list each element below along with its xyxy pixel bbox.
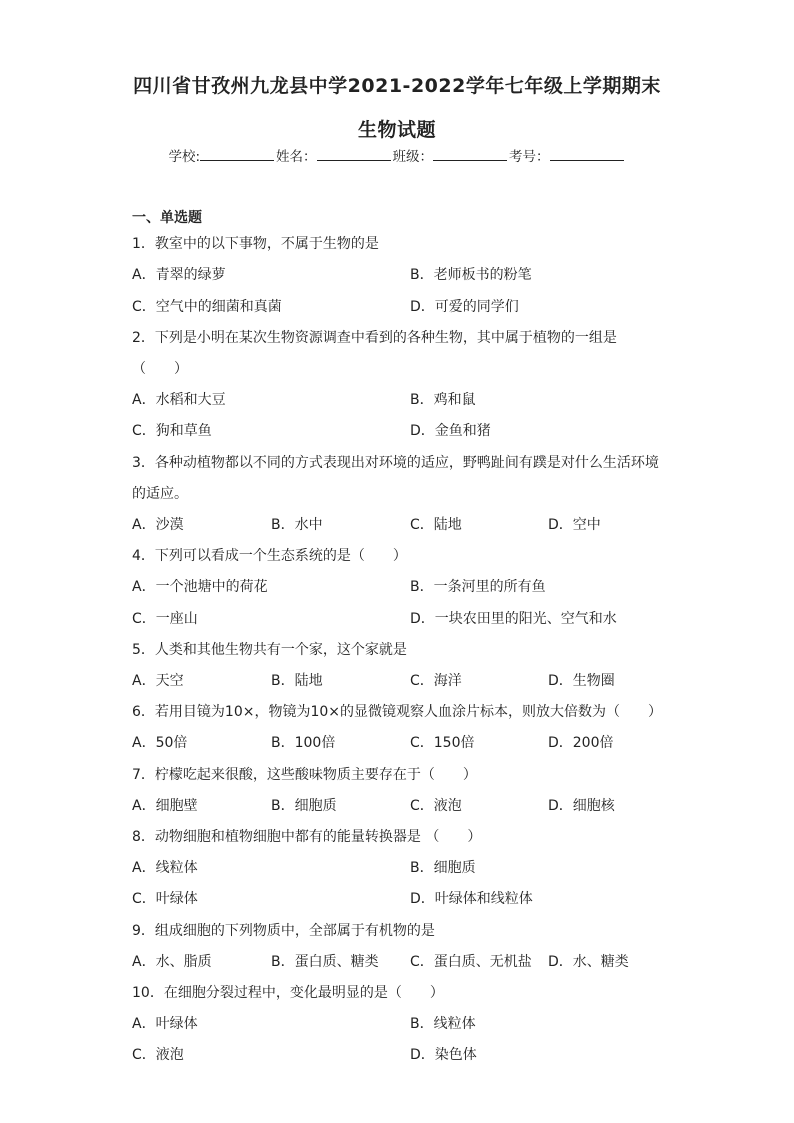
option[interactable]: B．陆地 <box>271 673 323 689</box>
option[interactable]: B．线粒体 <box>410 1016 476 1032</box>
question-stem: 9．组成细胞的下列物质中，全部属于有机物的是 <box>132 923 435 939</box>
question-stem: 6．若用目镜为10×，物镜为10×的显微镜观察人血涂片标本，则放大倍数为（ ） <box>132 704 662 720</box>
option[interactable]: C．陆地 <box>410 517 462 533</box>
school-blank[interactable] <box>200 148 274 161</box>
option[interactable]: D．200倍 <box>548 735 614 751</box>
option[interactable]: B．细胞质 <box>410 860 476 876</box>
class-label: 班级： <box>392 149 434 165</box>
option[interactable]: C．狗和草鱼 <box>132 423 212 439</box>
option[interactable]: B．蛋白质、糖类 <box>271 954 379 970</box>
question-stem-continued: （ ） <box>132 361 188 377</box>
question-stem: 7．柠檬吃起来很酸，这些酸味物质主要存在于（ ） <box>132 767 477 783</box>
option[interactable]: D．叶绿体和线粒体 <box>410 891 533 907</box>
school-label: 学校: <box>168 149 201 165</box>
exam-title-line1: 四川省甘孜州九龙县中学2021-2022学年七年级上学期期末 <box>133 75 661 97</box>
option[interactable]: A．细胞壁 <box>132 798 198 814</box>
option[interactable]: C．海洋 <box>410 673 462 689</box>
number-label: 考号： <box>509 149 550 165</box>
question-stem: 10．在细胞分裂过程中，变化最明显的是（ ） <box>132 985 444 1001</box>
option[interactable]: C．一座山 <box>132 611 198 627</box>
option[interactable]: C．叶绿体 <box>132 891 198 907</box>
question-stem: 2．下列是小明在某次生物资源调查中看到的各种生物，其中属于植物的一组是 <box>132 330 617 346</box>
option[interactable]: C．空气中的细菌和真菌 <box>132 299 282 315</box>
question-stem: 5．人类和其他生物共有一个家，这个家就是 <box>132 642 407 658</box>
option[interactable]: A．叶绿体 <box>132 1016 198 1032</box>
question-stem-continued: 的适应。 <box>132 486 188 502</box>
option[interactable]: D．细胞核 <box>548 798 615 814</box>
option[interactable]: B．水中 <box>271 517 323 533</box>
option[interactable]: D．空中 <box>548 517 601 533</box>
option[interactable]: D．染色体 <box>410 1047 477 1063</box>
option[interactable]: D．生物圈 <box>548 673 615 689</box>
option[interactable]: D．一块农田里的阳光、空气和水 <box>410 611 617 627</box>
option[interactable]: C．液泡 <box>132 1047 184 1063</box>
option[interactable]: C．150倍 <box>410 735 475 751</box>
option[interactable]: A．线粒体 <box>132 860 198 876</box>
section-title: 一、单选题 <box>132 210 202 226</box>
option[interactable]: D．水、糖类 <box>548 954 629 970</box>
number-blank[interactable] <box>550 148 624 161</box>
class-blank[interactable] <box>433 148 507 161</box>
option[interactable]: D．金鱼和猪 <box>410 423 491 439</box>
option[interactable]: D．可爱的同学们 <box>410 299 519 315</box>
question-stem: 8．动物细胞和植物细胞中都有的能量转换器是 （ ） <box>132 829 482 845</box>
option[interactable]: C．液泡 <box>410 798 462 814</box>
option[interactable]: A．一个池塘中的荷花 <box>132 579 268 595</box>
option[interactable]: B．老师板书的粉笔 <box>410 267 532 283</box>
option[interactable]: A．50倍 <box>132 735 188 751</box>
option[interactable]: B．细胞质 <box>271 798 337 814</box>
name-label: 姓名： <box>276 149 317 165</box>
option[interactable]: A．水稻和大豆 <box>132 392 226 408</box>
name-blank[interactable] <box>317 148 391 161</box>
option[interactable]: B．一条河里的所有鱼 <box>410 579 546 595</box>
option[interactable]: A．沙漠 <box>132 517 184 533</box>
student-info-row <box>0 145 794 165</box>
option[interactable]: A．天空 <box>132 673 184 689</box>
exam-title-line2: 生物试题 <box>357 119 436 141</box>
option[interactable]: B．鸡和鼠 <box>410 392 476 408</box>
option[interactable]: B．100倍 <box>271 735 336 751</box>
question-stem: 1．教室中的以下事物，不属于生物的是 <box>132 236 379 252</box>
question-stem: 3．各种动植物都以不同的方式表现出对环境的适应，野鸭趾间有蹼是对什么生活环境 <box>132 455 659 471</box>
question-stem: 4．下列可以看成一个生态系统的是（ ） <box>132 548 407 564</box>
option[interactable]: A．青翠的绿萝 <box>132 267 226 283</box>
option[interactable]: C．蛋白质、无机盐 <box>410 954 532 970</box>
option[interactable]: A．水、脂质 <box>132 954 212 970</box>
